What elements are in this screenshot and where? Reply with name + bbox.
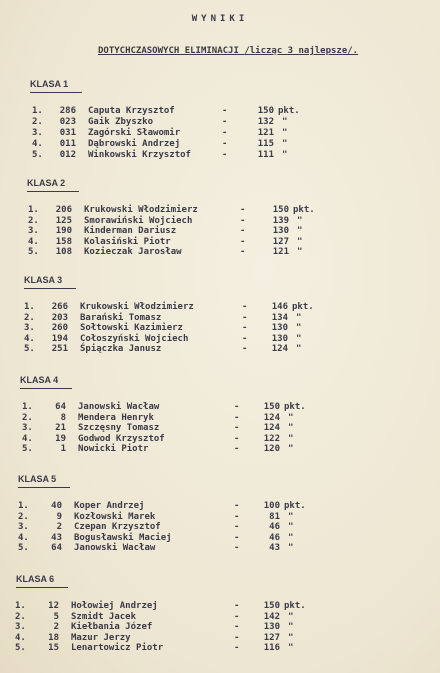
start-number: 158 <box>55 236 72 247</box>
competitor-name: Smorawiński Wojciech <box>84 215 193 226</box>
rank-number: 4. <box>28 236 39 247</box>
competitor-name: Nowicki Piotr <box>78 444 149 454</box>
result-row <box>18 501 378 512</box>
points-unit: pkt. <box>293 205 315 215</box>
result-row <box>32 139 392 150</box>
result-row <box>22 434 382 445</box>
points-value: 146 <box>271 302 288 312</box>
result-row <box>24 323 384 334</box>
points-value: 124 <box>263 423 280 433</box>
points-unit: pkt. <box>278 106 300 116</box>
dash-separator: - <box>222 106 228 116</box>
start-number: 108 <box>55 247 72 257</box>
dash-separator: - <box>234 622 240 632</box>
start-number: 203 <box>51 312 68 323</box>
rank-number: 5. <box>28 247 39 257</box>
points-value: 130 <box>272 226 289 236</box>
points-unit: pkt. <box>292 302 314 312</box>
dash-separator: - <box>242 333 248 344</box>
result-row <box>28 226 388 237</box>
points-value: 120 <box>263 444 280 454</box>
klasa-underline <box>20 388 72 389</box>
rank-number: 5. <box>24 344 35 354</box>
start-number: 2 <box>53 622 59 632</box>
competitor-name: Janowski Wacław <box>74 543 156 553</box>
rank-number: 3. <box>32 128 43 138</box>
rank-number: 3. <box>18 522 29 532</box>
rank-number: 1. <box>24 302 35 312</box>
ditto-mark: " <box>288 622 294 632</box>
ditto-mark: " <box>288 632 294 643</box>
result-row <box>18 522 378 533</box>
competitor-name: Krukowski Włodzimierz <box>84 205 198 215</box>
competitor-name: Kinderman Dariusz <box>84 226 177 236</box>
rank-number: 4. <box>24 333 35 344</box>
result-row <box>28 216 388 227</box>
start-number: 012 <box>59 150 76 160</box>
dash-separator: - <box>234 433 240 444</box>
start-number: 19 <box>55 433 66 444</box>
competitor-name: Winkowski Krzysztof <box>88 150 191 160</box>
klasa-heading: KLASA 1 <box>30 79 69 89</box>
result-row <box>22 413 382 424</box>
rank-number: 3. <box>15 622 26 632</box>
competitor-name: Szmidt Jacek <box>71 611 137 622</box>
rank-number: 4. <box>22 433 33 444</box>
result-row <box>24 334 384 345</box>
dash-separator: - <box>234 402 240 412</box>
dash-separator: - <box>240 205 246 215</box>
dash-separator: - <box>240 247 246 257</box>
dash-separator: - <box>234 423 240 433</box>
points-value: 130 <box>271 333 288 344</box>
ditto-mark: " <box>288 532 294 543</box>
start-number: 43 <box>51 532 62 543</box>
result-row <box>24 344 384 355</box>
rank-number: 2. <box>32 117 43 127</box>
points-value: 150 <box>263 601 280 611</box>
start-number: 206 <box>55 205 72 215</box>
ditto-mark: " <box>296 323 302 333</box>
points-unit: pkt. <box>284 601 306 611</box>
klasa-heading: KLASA 6 <box>16 574 55 584</box>
rank-number: 5. <box>18 543 29 553</box>
klasa-heading: KLASA 2 <box>27 178 66 188</box>
points-value: 46 <box>269 522 280 532</box>
start-number: 286 <box>59 106 76 116</box>
dash-separator: - <box>234 412 240 423</box>
dash-separator: - <box>240 236 246 247</box>
subtitle-main: DOTYCHCZASOWYCH ELIMINACJI <box>98 46 239 56</box>
klasa-heading: KLASA 5 <box>18 474 57 484</box>
start-number: 40 <box>51 501 62 511</box>
competitor-name: Zagórski Sławomir <box>88 128 181 138</box>
points-value: 121 <box>257 128 274 138</box>
rank-number: 2. <box>22 412 33 423</box>
rank-number: 3. <box>24 323 35 333</box>
result-row <box>18 543 378 554</box>
ditto-mark: " <box>296 333 302 344</box>
start-number: 194 <box>51 333 68 344</box>
rank-number: 2. <box>28 215 39 226</box>
points-value: 124 <box>263 412 280 423</box>
points-unit: pkt. <box>284 501 306 511</box>
klasa-heading: KLASA 3 <box>24 275 63 285</box>
competitor-name: Sołtowski Kazimierz <box>80 323 183 333</box>
rank-number: 1. <box>32 106 43 116</box>
start-number: 011 <box>59 139 76 149</box>
document-title: WYNIKI <box>191 14 249 24</box>
competitor-name: Gaik Zbyszko <box>88 117 154 127</box>
points-value: 130 <box>263 622 280 632</box>
points-unit: pkt. <box>284 402 306 412</box>
klasa-underline <box>16 587 68 588</box>
result-row <box>15 643 375 654</box>
result-row <box>18 512 378 523</box>
points-value: 115 <box>257 139 274 149</box>
competitor-name: Mazur Jerzy <box>71 632 131 643</box>
rank-number: 2. <box>18 511 29 522</box>
dash-separator: - <box>234 532 240 543</box>
ditto-mark: " <box>288 423 294 433</box>
dash-separator: - <box>240 215 246 226</box>
rank-number: 4. <box>32 139 43 149</box>
rank-number: 5. <box>15 643 26 653</box>
ditto-mark: " <box>288 412 294 423</box>
start-number: 12 <box>48 601 59 611</box>
points-value: 116 <box>263 643 280 653</box>
ditto-mark: " <box>288 643 294 653</box>
points-value: 81 <box>269 511 280 522</box>
competitor-name: Dąbrowski Andrzej <box>88 139 181 149</box>
competitor-name: Koper Andrzej <box>74 501 145 511</box>
rank-number: 3. <box>28 226 39 236</box>
competitor-name: Godwod Krzysztof <box>78 433 165 444</box>
result-row <box>32 106 392 117</box>
result-row <box>32 128 392 139</box>
points-value: 127 <box>263 632 280 643</box>
dash-separator: - <box>234 522 240 532</box>
dash-separator: - <box>234 444 240 454</box>
start-number: 031 <box>59 128 76 138</box>
competitor-name: Mendera Henryk <box>78 412 154 423</box>
result-row <box>24 313 384 324</box>
points-value: 130 <box>271 323 288 333</box>
document-subtitle <box>98 46 358 56</box>
start-number: 1 <box>60 444 66 454</box>
competitor-name: Śpiączka Janusz <box>80 344 162 354</box>
dash-separator: - <box>234 611 240 622</box>
rank-number: 5. <box>32 150 43 160</box>
points-value: 127 <box>272 236 289 247</box>
ditto-mark: " <box>282 117 288 127</box>
points-value: 132 <box>257 117 274 127</box>
start-number: 023 <box>59 117 76 127</box>
klasa-heading: KLASA 4 <box>20 375 59 385</box>
start-number: 21 <box>55 423 66 433</box>
start-number: 64 <box>55 402 66 412</box>
competitor-name: Szczęsny Tomasz <box>78 423 160 433</box>
start-number: 64 <box>51 543 62 553</box>
competitor-name: Czepan Krzysztof <box>74 522 161 532</box>
rank-number: 1. <box>22 402 33 412</box>
result-row <box>15 622 375 633</box>
dash-separator: - <box>234 601 240 611</box>
dash-separator: - <box>222 128 228 138</box>
start-number: 18 <box>48 632 59 643</box>
competitor-name: Barański Tomasz <box>80 312 162 323</box>
points-value: 46 <box>269 532 280 543</box>
points-value: 134 <box>271 312 288 323</box>
result-row <box>32 117 392 128</box>
competitor-name: Kolasiński Piotr <box>84 236 171 247</box>
ditto-mark: " <box>288 522 294 532</box>
result-row <box>22 402 382 413</box>
ditto-mark: " <box>297 236 303 247</box>
dash-separator: - <box>234 511 240 522</box>
competitor-name: Hołowiej Andrzej <box>71 601 158 611</box>
rank-number: 3. <box>22 423 33 433</box>
result-row <box>15 633 375 644</box>
points-value: 100 <box>263 501 280 511</box>
result-row <box>22 444 382 455</box>
ditto-mark: " <box>296 344 302 354</box>
ditto-mark: " <box>282 150 288 160</box>
result-row <box>28 205 388 216</box>
start-number: 125 <box>55 215 72 226</box>
rank-number: 2. <box>24 312 35 323</box>
result-row <box>22 423 382 434</box>
competitor-name: Krukowski Włodzimierz <box>80 302 194 312</box>
ditto-mark: " <box>282 139 288 149</box>
competitor-name: Cołoszyński Wojciech <box>80 333 189 344</box>
klasa-underline <box>18 487 70 488</box>
competitor-name: Lenartowicz Piotr <box>71 643 164 653</box>
points-value: 150 <box>272 205 289 215</box>
klasa-underline <box>27 191 79 192</box>
competitor-name: Kozłowski Marek <box>74 511 156 522</box>
start-number: 5 <box>53 611 59 622</box>
start-number: 251 <box>51 344 68 354</box>
ditto-mark: " <box>297 247 303 257</box>
result-row <box>15 601 375 612</box>
dash-separator: - <box>234 632 240 643</box>
points-value: 122 <box>263 433 280 444</box>
competitor-name: Kozieczak Jarosław <box>84 247 182 257</box>
rank-number: 1. <box>15 601 26 611</box>
dash-separator: - <box>234 643 240 653</box>
start-number: 8 <box>60 412 66 423</box>
points-value: 142 <box>263 611 280 622</box>
dash-separator: - <box>234 501 240 511</box>
result-row <box>15 612 375 623</box>
ditto-mark: " <box>296 312 302 323</box>
ditto-mark: " <box>288 444 294 454</box>
points-value: 150 <box>263 402 280 412</box>
start-number: 266 <box>51 302 68 312</box>
ditto-mark: " <box>297 215 303 226</box>
rank-number: 1. <box>18 501 29 511</box>
klasa-underline <box>24 288 76 289</box>
ditto-mark: " <box>282 128 288 138</box>
ditto-mark: " <box>288 611 294 622</box>
dash-separator: - <box>242 302 248 312</box>
ditto-mark: " <box>288 433 294 444</box>
dash-separator: - <box>234 543 240 553</box>
start-number: 190 <box>55 226 72 236</box>
dash-separator: - <box>240 226 246 236</box>
result-row <box>24 302 384 313</box>
ditto-mark: " <box>288 543 294 553</box>
rank-number: 5. <box>22 444 33 454</box>
competitor-name: Kiełbania Józef <box>71 622 153 632</box>
points-value: 124 <box>271 344 288 354</box>
dash-separator: - <box>222 150 228 160</box>
rank-number: 4. <box>18 532 29 543</box>
rank-number: 1. <box>28 205 39 215</box>
points-value: 43 <box>269 543 280 553</box>
ditto-mark: " <box>297 226 303 236</box>
competitor-name: Bogusławski Maciej <box>74 532 172 543</box>
ditto-mark: " <box>288 511 294 522</box>
result-row <box>28 247 388 258</box>
points-value: 111 <box>257 150 274 160</box>
dash-separator: - <box>242 312 248 323</box>
start-number: 9 <box>56 511 62 522</box>
start-number: 2 <box>56 522 62 532</box>
dash-separator: - <box>222 139 228 149</box>
dash-separator: - <box>222 117 228 127</box>
points-value: 139 <box>272 215 289 226</box>
subtitle-note: /licząc 3 najlepsze/. <box>244 46 359 56</box>
result-row <box>28 237 388 248</box>
start-number: 15 <box>48 643 59 653</box>
competitor-name: Janowski Wacław <box>78 402 160 412</box>
start-number: 260 <box>51 323 68 333</box>
dash-separator: - <box>242 344 248 354</box>
dash-separator: - <box>242 323 248 333</box>
rank-number: 4. <box>15 632 26 643</box>
rank-number: 2. <box>15 611 26 622</box>
result-row <box>32 150 392 161</box>
result-row <box>18 533 378 544</box>
competitor-name: Caputa Krzysztof <box>88 106 175 116</box>
points-value: 150 <box>257 106 274 116</box>
points-value: 121 <box>272 247 289 257</box>
klasa-underline <box>30 92 82 93</box>
